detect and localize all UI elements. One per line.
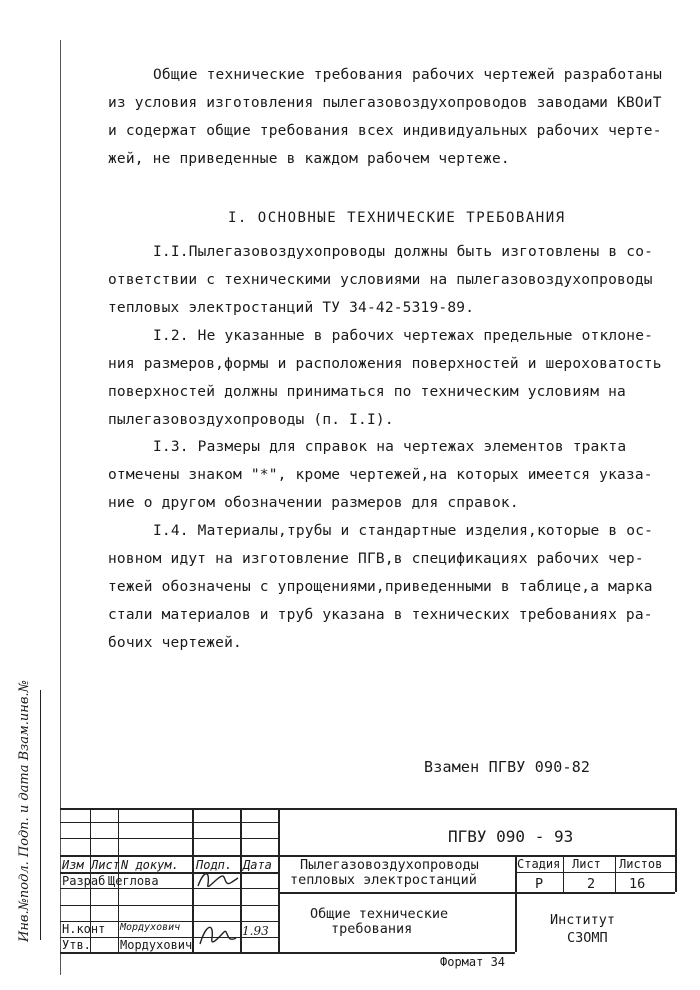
side-stamp-label: Инв.№подл. Подп. и дата Взам.инв.№ [17,680,32,942]
side-stamp-line [40,690,41,940]
nkontr-name: Мордухович [120,922,181,933]
list-header: Лист [572,857,601,871]
p2-line-4: пылегазовоздухопроводы (п. I.I). [108,412,394,428]
stamp-col-5 [278,808,280,952]
stamp-product-bottom [278,892,675,894]
razrab-role: Разраб [62,874,106,888]
listov-header: Листов [619,857,663,871]
p2-line-3: поверхностей должны приниматься по техническим условиям на [108,384,626,400]
intro-line-4: жей, не приведенные в каждом рабочем чертеже. [108,151,510,167]
stamp-bottom-line [60,952,515,954]
col-ndoc-label: N докум. [121,858,179,872]
p1-line-2: ответствии с техническими условиями на пылегазовоздухопроводы [108,272,653,288]
stamp-stage-header-line [515,872,675,873]
p4-line-3: тежей обозначены с упрощениями,приведенными в таблице,а марка [108,579,653,595]
col-data-label: Дата [243,858,272,872]
doc-title-line-2: требования [331,921,413,937]
replaces-note: Взамен ПГВУ 090-82 [424,758,591,776]
stamp-row-3 [60,888,278,889]
stamp-top-line [60,808,675,810]
p3-line-1: I.3. Размеры для справок на чертежах элементов тракта [153,439,627,455]
p1-line-1: I.I.Пылегазовоздухопроводы должны быть изготовлены в со- [153,244,654,260]
p3-line-2: отмечены знаком "*", кроме чертежей,на которых имеется указа- [108,467,653,483]
stamp-row-4 [60,905,278,906]
format-label: Формат 34 [440,955,506,969]
stamp-col-8 [615,855,616,892]
left-margin-line [60,40,61,975]
product-line-1: Пылегазовоздухопроводы [300,857,479,873]
listov-value: 16 [629,876,646,892]
p3-line-3: ние о другом обозначении размеров для справок. [108,495,519,511]
utv-role: Утв. [62,938,91,952]
doc-title-line-1: Общие технические [310,906,449,922]
utv-name: Мордухович [120,938,193,952]
stamp-col-3 [192,808,194,952]
p4-line-2: новном идут на изготовление ПГВ,в спецификациях рабочих чер- [108,551,644,567]
org-line-2: СЗОМП [567,930,608,946]
list-value: 2 [587,876,596,892]
p4-line-1: I.4. Материалы,трубы и стандартные изделия,которые в ос- [153,523,654,539]
section-title: I. ОСНОВНЫЕ ТЕХНИЧЕСКИЕ ТРЕБОВАНИЯ [228,210,566,226]
stamp-row-a [60,822,278,823]
p2-line-2: ния размеров,формы и расположения поверхностей и шероховатость [108,356,662,372]
intro-line-3: и содержат общие требования всех индивидуальных рабочих черте- [108,123,662,139]
p4-line-5: бочих чертежей. [108,635,242,651]
org-line-1: Институт [550,912,616,928]
intro-line-2: из условия изготовления пылегазовоздухопроводов заводами КВОиТ [108,95,662,111]
signature-razrab [196,866,240,894]
nkontr-role: Н.конт [62,922,106,936]
stadia-value: Р [535,876,544,892]
stamp-col-7 [563,855,564,892]
intro-line-1: Общие технические требования рабочих чертежей разработаны [153,67,662,83]
razrab-name: Щеглова [108,874,159,888]
p4-line-4: стали материалов и труб указана в технических требованиях ра- [108,607,653,623]
stadia-header: Стадия [517,857,561,871]
col-izm-label: Изм [62,858,84,872]
signature-utv [196,918,240,950]
stamp-row-b [60,838,278,839]
p1-line-3: тепловых электростанций ТУ 34-42-5319-89. [108,300,475,316]
col-podp-label: Подп. [196,858,233,872]
p2-line-1: I.2. Не указанные в рабочих чертежах предельные отклоне- [153,328,654,344]
product-line-2: тепловых электростанций [290,872,477,888]
stamp-right-edge [675,808,677,892]
approval-date: 1.93 [242,924,269,938]
col-list-label: Лист [91,858,120,872]
doc-code: ПГВУ 090 - 93 [448,827,574,846]
